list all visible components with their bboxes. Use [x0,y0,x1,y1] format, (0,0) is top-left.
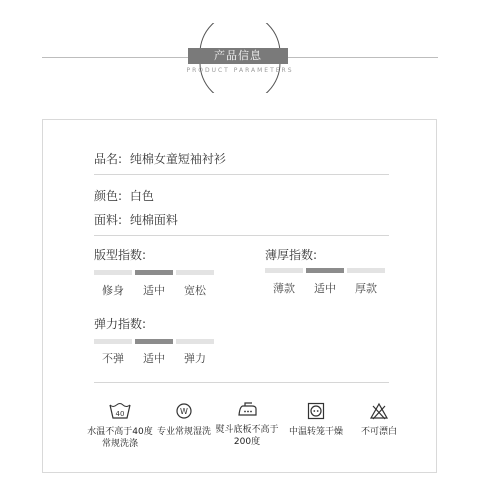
fit-segment-2 [135,270,173,275]
care-label-no-bleach: 不可漂白 [360,427,397,437]
fit-index-title: 版型指数: [94,248,147,262]
stretch-index-title: 弹力指数: [94,317,147,331]
thickness-option-2: 适中 [314,282,336,295]
stretch-segment-2 [135,339,173,344]
wash-40-icon [109,402,131,420]
thickness-index-title: 薄厚指数: [265,248,318,262]
fit-option-3: 宽松 [184,284,206,297]
care-item-tumble [281,402,351,438]
wash-temp-badge: 40 [115,410,125,418]
fabric-label: 面料: [94,213,123,227]
care-item-iron [212,402,282,448]
no-bleach-icon [369,402,389,420]
stretch-segment-3 [176,339,214,344]
stretch-segment-1 [94,339,132,344]
color-value: 白色 [129,189,154,203]
stretch-option-1: 不弹 [102,352,124,365]
product-info-card [42,119,437,473]
header-line-left [42,57,190,58]
fit-option-1: 修身 [102,284,124,297]
fabric-row [94,211,178,228]
fit-segment-1 [94,270,132,275]
color-row [94,187,154,204]
care-item-wet-clean [149,402,219,438]
thickness-segment-2 [306,268,344,273]
care-item-no-bleach [344,402,414,438]
thickness-option-1: 薄款 [273,282,295,295]
professional-wet-clean-icon [175,402,193,420]
header-line-right [286,57,438,58]
thickness-segment-1 [265,268,303,273]
tumble-dry-medium-icon [307,402,325,420]
divider-2 [94,235,389,236]
fit-option-2: 适中 [143,284,165,297]
stretch-option-2: 适中 [143,352,165,365]
section-title: 产品信息 [188,48,288,64]
section-subtitle: PRODUCT PARAMETERS [186,67,294,74]
care-item-wash [85,402,155,450]
thickness-option-3: 厚款 [355,282,377,295]
divider-3 [94,382,389,383]
divider-1 [94,174,389,175]
care-label-tumble: 中温转笼干燥 [288,427,343,437]
fabric-value: 纯棉面料 [129,213,178,227]
wet-clean-badge: W [180,407,188,416]
stretch-option-3: 弹力 [184,352,206,365]
color-label: 颜色: [94,189,123,203]
iron-icon [236,402,258,418]
product-name-value: 纯棉女童短袖衬衫 [129,152,226,166]
product-name-row [94,150,226,167]
thickness-segment-3 [347,268,385,273]
product-name-label: 品名: [94,152,123,166]
fit-segment-3 [176,270,214,275]
care-label-iron: 熨斗底板不高于200度 [215,425,279,447]
care-label-wet-clean: 专业常规湿洗 [156,427,211,437]
care-label-wash: 水温不高于40度常规洗涤 [87,427,153,449]
